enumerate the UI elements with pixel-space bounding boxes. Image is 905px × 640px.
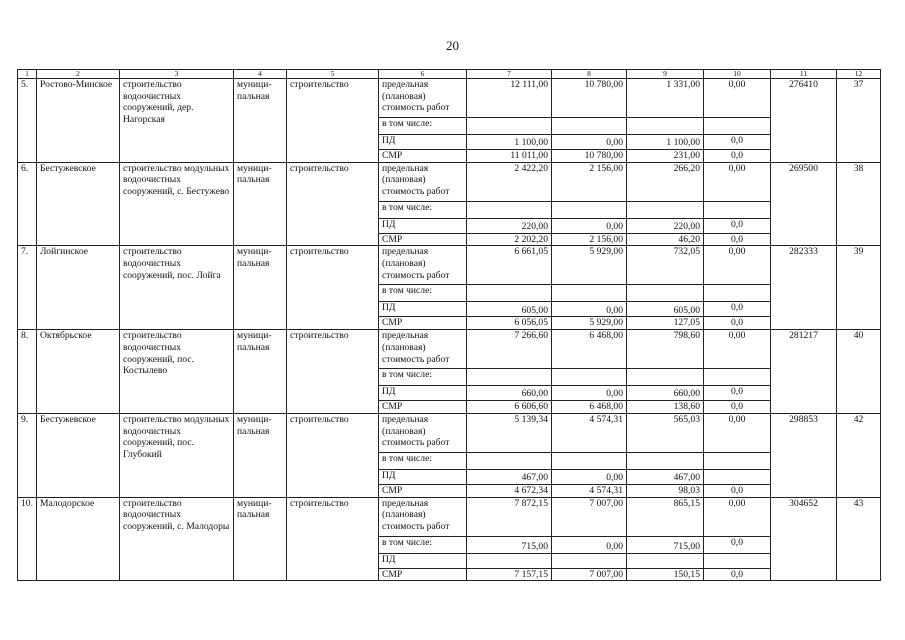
column-number: 12 [837,70,881,79]
object-description: строительство водоочистных сооружений, пос. Лойга [120,246,234,330]
cost-label: предельная (плановая) стоимость работ [379,497,467,536]
pd-col10: 0,0 [704,135,771,150]
plan-col10: 0,00 [704,79,771,118]
pd-col10: 0,0 [704,218,771,233]
column-number: 2 [37,70,120,79]
pd-label: ПД [379,553,467,568]
plan-total: 5 139,34 [467,413,552,452]
smr-label: СМР [379,401,467,414]
pd-col7 [467,553,552,568]
table-row [18,413,881,452]
sub-col8 [552,118,627,135]
plan-total: 7 872,15 [467,497,552,536]
sub-col7 [467,118,552,135]
plan-total: 12 111,00 [467,79,552,118]
column-number: 4 [234,70,287,79]
sub-col9: 715,00 [627,536,704,553]
row-number: 5. [18,79,37,163]
plan-col9: 732,05 [627,246,704,285]
sub-col7 [467,452,552,469]
pd-col7: 467,00 [467,469,552,484]
sub-col8: 0,00 [552,536,627,553]
plan-col10: 0,00 [704,413,771,452]
smr-col10: 0,0 [704,233,771,246]
page-number: 20 [446,38,459,53]
smr-col7: 6 606,60 [467,401,552,414]
pd-col8: 0,00 [552,135,627,150]
code-value: 304652 [771,497,837,581]
cost-label: предельная (плановая) стоимость работ [379,330,467,369]
plan-col10: 0,00 [704,497,771,536]
pd-col9: 467,00 [627,469,704,484]
plan-total: 6 661,05 [467,246,552,285]
sub-col9 [627,452,704,469]
row-number: 9. [18,413,37,497]
pd-col7: 605,00 [467,302,552,317]
smr-col7: 6 056,05 [467,317,552,330]
pd-col10 [704,469,771,484]
sub-col9 [627,118,704,135]
cost-label: предельная (плановая) стоимость работ [379,246,467,285]
sub-col7 [467,285,552,302]
sub-col10 [704,285,771,302]
sub-col7 [467,369,552,386]
column-number: 6 [379,70,467,79]
smr-col8: 7 007,00 [552,568,627,581]
work-type: строительство [287,162,379,246]
pd-col10 [704,553,771,568]
plan-col8: 6 468,00 [552,330,627,369]
smr-label: СМР [379,150,467,163]
investment-table [17,69,881,581]
pd-col9 [627,553,704,568]
sub-col7 [467,201,552,218]
ownership-type: муници-пальная [234,330,287,414]
cost-label: предельная (плановая) стоимость работ [379,79,467,118]
including-label: в том числе: [379,452,467,469]
item-number: 43 [837,497,881,581]
plan-col8: 7 007,00 [552,497,627,536]
plan-col9: 865,15 [627,497,704,536]
plan-col8: 10 780,00 [552,79,627,118]
plan-col10: 0,00 [704,246,771,285]
column-number: 11 [771,70,837,79]
work-type: строительство [287,79,379,163]
column-number: 3 [120,70,234,79]
smr-label: СМР [379,568,467,581]
table-row [18,330,881,369]
smr-col8: 6 468,00 [552,401,627,414]
including-label: в том числе: [379,285,467,302]
smr-col8: 10 780,00 [552,150,627,163]
plan-total: 7 266,60 [467,330,552,369]
table-row [18,162,881,201]
plan-col9: 565,03 [627,413,704,452]
smr-col10: 0,0 [704,401,771,414]
pd-col9: 605,00 [627,302,704,317]
pd-col10: 0,0 [704,386,771,401]
ownership-type: муници-пальная [234,497,287,581]
work-type: строительство [287,497,379,581]
object-description: строительство водоочистных сооружений, дер. Нагорская [120,79,234,163]
smr-label: СМР [379,484,467,497]
work-type: строительство [287,246,379,330]
object-description: строительство водоочистных сооружений, пос. Костылево [120,330,234,414]
sub-col10 [704,201,771,218]
ownership-type: муници-пальная [234,79,287,163]
table-row [18,79,881,118]
plan-col10: 0,00 [704,330,771,369]
smr-col9: 150,15 [627,568,704,581]
plan-col9: 1 331,00 [627,79,704,118]
smr-col7: 7 157,15 [467,568,552,581]
including-label: в том числе: [379,536,467,553]
pd-col7: 660,00 [467,386,552,401]
row-number: 7. [18,246,37,330]
smr-col9: 98,03 [627,484,704,497]
settlement-name: Бестужевское [37,162,120,246]
smr-col10: 0,0 [704,150,771,163]
work-type: строительство [287,330,379,414]
pd-col9: 220,00 [627,218,704,233]
smr-col8: 4 574,31 [552,484,627,497]
code-value: 282333 [771,246,837,330]
code-value: 276410 [771,79,837,163]
plan-col8: 5 929,00 [552,246,627,285]
pd-col9: 1 100,00 [627,135,704,150]
cost-label: предельная (плановая) стоимость работ [379,413,467,452]
table-row [18,246,881,285]
smr-col9: 231,00 [627,150,704,163]
item-number: 38 [837,162,881,246]
smr-col7: 2 202,20 [467,233,552,246]
row-number: 10. [18,497,37,581]
ownership-type: муници-пальная [234,413,287,497]
smr-col9: 127,05 [627,317,704,330]
object-description: строительство модульных водоочистных сооружений, с. Бестужево [120,162,234,246]
smr-col9: 46,20 [627,233,704,246]
smr-label: СМР [379,233,467,246]
sub-col8 [552,369,627,386]
sub-col8 [552,452,627,469]
sub-col9 [627,285,704,302]
sub-col8 [552,201,627,218]
pd-col7: 220,00 [467,218,552,233]
smr-col7: 4 672,34 [467,484,552,497]
plan-col9: 266,20 [627,162,704,201]
settlement-name: Октябрьское [37,330,120,414]
smr-col10: 0,0 [704,568,771,581]
item-number: 39 [837,246,881,330]
code-value: 281217 [771,330,837,414]
sub-col10 [704,369,771,386]
column-number: 1 [18,70,37,79]
code-value: 298853 [771,413,837,497]
sub-col9 [627,201,704,218]
object-description: строительство модульных водоочистных сооружений, пос. Глубокий [120,413,234,497]
item-number: 37 [837,79,881,163]
sub-col7: 715,00 [467,536,552,553]
pd-col10: 0,0 [704,302,771,317]
settlement-name: Ростово-Минское [37,79,120,163]
sub-col8 [552,285,627,302]
plan-col8: 4 574,31 [552,413,627,452]
row-number: 8. [18,330,37,414]
ownership-type: муници-пальная [234,162,287,246]
table-row [18,497,881,536]
object-description: строительство водоочистных сооружений, с. Малодоры [120,497,234,581]
smr-col8: 2 156,00 [552,233,627,246]
smr-col9: 138,60 [627,401,704,414]
column-number: 10 [704,70,771,79]
row-number: 6. [18,162,37,246]
work-type: строительство [287,413,379,497]
column-number-row [18,70,881,79]
plan-col10: 0,00 [704,162,771,201]
item-number: 40 [837,330,881,414]
sub-col10: 0,0 [704,536,771,553]
column-number: 7 [467,70,552,79]
plan-total: 2 422,20 [467,162,552,201]
pd-col7: 1 100,00 [467,135,552,150]
pd-col8: 0,00 [552,302,627,317]
including-label: в том числе: [379,118,467,135]
item-number: 42 [837,413,881,497]
pd-label: ПД [379,218,467,233]
pd-col8: 0,00 [552,218,627,233]
pd-col8 [552,553,627,568]
sub-col9 [627,369,704,386]
column-number: 5 [287,70,379,79]
settlement-name: Лойгинское [37,246,120,330]
column-number: 9 [627,70,704,79]
smr-col10: 0,0 [704,484,771,497]
settlement-name: Бестужевское [37,413,120,497]
pd-label: ПД [379,386,467,401]
pd-label: ПД [379,469,467,484]
pd-label: ПД [379,302,467,317]
smr-col7: 11 011,00 [467,150,552,163]
sub-col10 [704,452,771,469]
sub-col10 [704,118,771,135]
ownership-type: муници-пальная [234,246,287,330]
pd-label: ПД [379,135,467,150]
pd-col8: 0,00 [552,469,627,484]
plan-col9: 798,60 [627,330,704,369]
smr-col8: 5 929,00 [552,317,627,330]
plan-col8: 2 156,00 [552,162,627,201]
code-value: 269500 [771,162,837,246]
pd-col8: 0,00 [552,386,627,401]
pd-col9: 660,00 [627,386,704,401]
column-number: 8 [552,70,627,79]
smr-col10: 0,0 [704,317,771,330]
including-label: в том числе: [379,369,467,386]
including-label: в том числе: [379,201,467,218]
settlement-name: Малодорское [37,497,120,581]
smr-label: СМР [379,317,467,330]
cost-label: предельная (плановая) стоимость работ [379,162,467,201]
